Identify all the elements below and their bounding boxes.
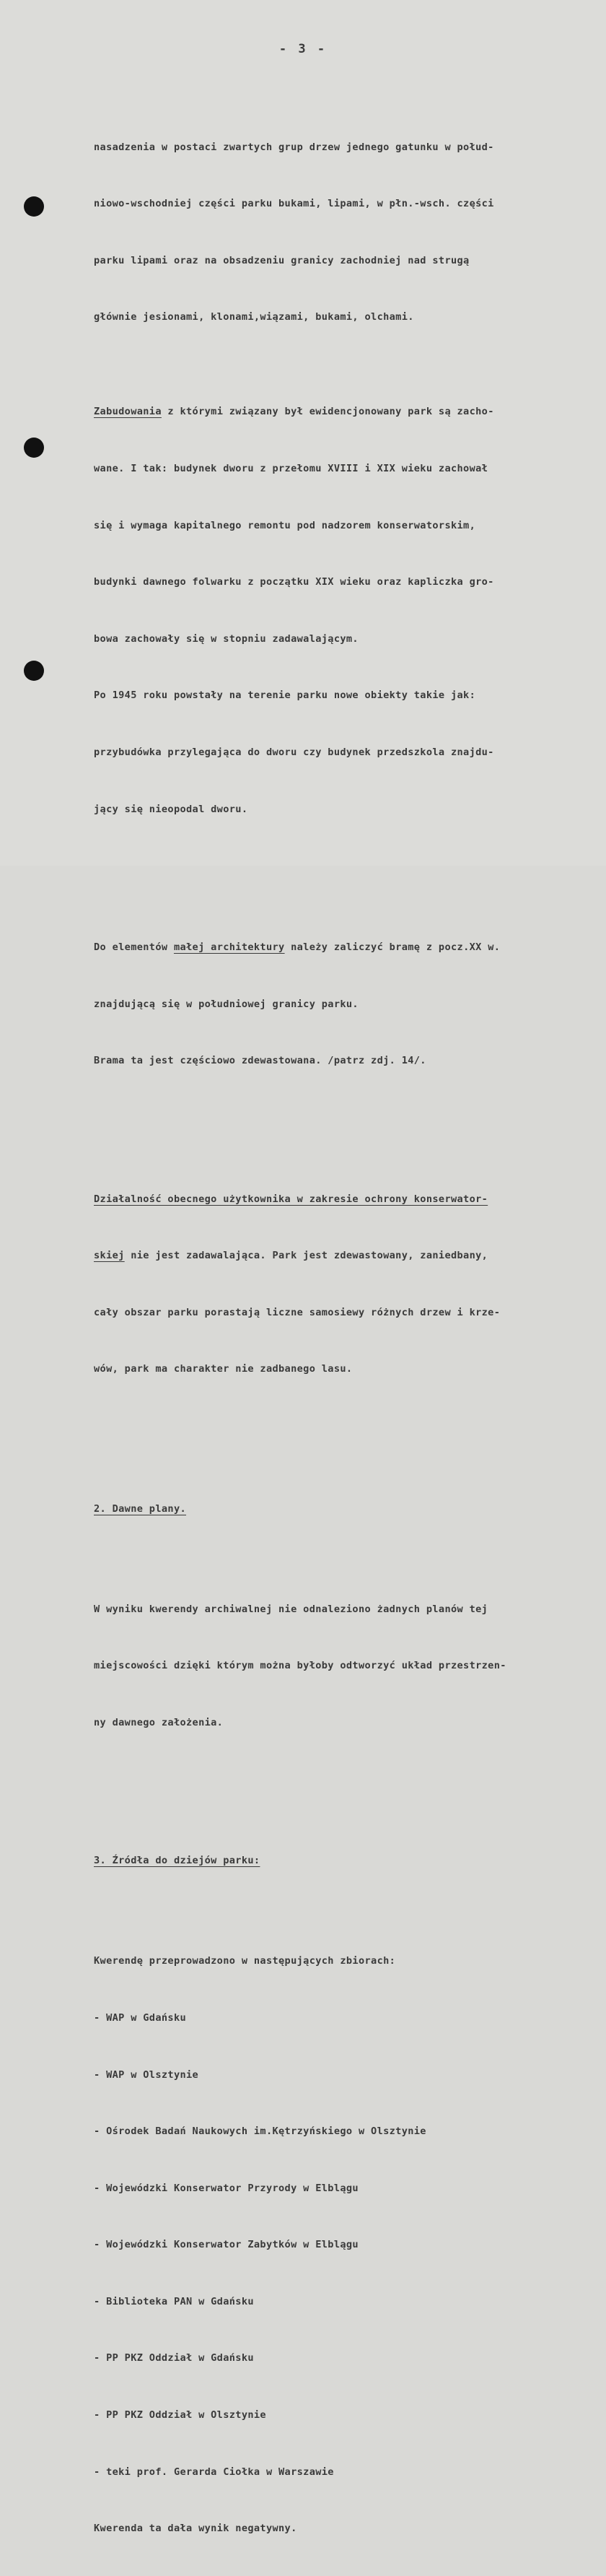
text-run: z którymi związany był ewidencjonowany park są zacho- (161, 406, 494, 418)
sources-heading: 3. Źródła do dziejów parku: (94, 1855, 260, 1867)
list-item: - WAP w Gdańsku (94, 2011, 187, 2024)
text-line: budynki dawnego folwarku z początku XIX wieku oraz kapliczka gro- (94, 576, 494, 588)
document-body (94, 81, 599, 2576)
text-line: się i wymaga kapitalnego remontu pod nadzorem konserwatorskim, (94, 519, 476, 531)
small-architecture-term: małej architektury (173, 941, 285, 953)
text-run: należy zaliczyć bramę z pocz.XX w. (284, 941, 501, 953)
buildings-heading: Zabudowania (94, 406, 162, 418)
text-line (94, 402, 599, 421)
text-line: wów, park ma charakter nie zadbanego lasu. (94, 1363, 353, 1375)
text-run: Do elementów (94, 941, 174, 953)
old-plans-heading: 2. Dawne plany. (94, 1502, 187, 1515)
punch-hole-top (24, 196, 44, 217)
text-line: Kwerendę przeprowadzono w następujących zbiorach: (94, 1955, 396, 1967)
list-item: - teki prof. Gerarda Ciołka w Warszawie (94, 2466, 334, 2478)
user-activity-heading-cont: skiej (94, 1250, 125, 1262)
text-line: bowa zachowały się w stopniu zadawalającym. (94, 632, 359, 645)
section-heading (94, 1500, 599, 1518)
text-line: głównie jesionami, klonami,wiązami, bukami, olchami. (94, 311, 414, 323)
section-heading (94, 1851, 599, 1870)
list-item: - Biblioteka PAN w Gdańsku (94, 2295, 254, 2307)
text-line: W wyniku kwerendy archiwalnej nie odnaleziono żadnych planów tej (94, 1603, 488, 1615)
list-item: - WAP w Olsztynie (94, 2068, 199, 2081)
list-item: - Wojewódzki Konserwator Zabytków w Elblągu (94, 2239, 359, 2251)
text-line (94, 1190, 599, 1209)
text-line: cały obszar parku porastają liczne samosiewy różnych drzew i krze- (94, 1306, 501, 1318)
text-line: znajdującą się w południowej granicy parku. (94, 998, 359, 1010)
text-line: parku lipami oraz na obsadzeniu granicy zachodniej nad strugą (94, 254, 470, 266)
text-line: wane. I tak: budynek dworu z przełomu XVIII i XIX wieku zachował (94, 462, 488, 474)
punch-hole-bottom (24, 661, 44, 681)
list-item: - PP PKZ Oddział w Olsztynie (94, 2409, 266, 2421)
text-line: przybudówka przylegająca do dworu czy budynek przedszkola znajdu- (94, 746, 494, 758)
text-line: miejscowości dzięki którym można byłoby odtworzyć układ przestrzen- (94, 1660, 506, 1672)
punch-hole-middle (24, 438, 44, 458)
text-run: nie jest zadawalająca. Park jest zdewastowany, zaniedbany, (124, 1250, 488, 1262)
text-line: Po 1945 roku powstały na terenie parku nowe obiekty takie jak: (94, 689, 476, 702)
list-item: - PP PKZ Oddział w Gdańsku (94, 2352, 254, 2364)
text-line: nasadzenia w postaci zwartych grup drzew jednego gatunku w połud- (94, 141, 494, 153)
text-line (94, 938, 599, 957)
list-item: - Ośrodek Badań Naukowych im.Kętrzyńskiego w Olsztynie (94, 2125, 426, 2138)
list-item: - Wojewódzki Konserwator Przyrody w Elblągu (94, 2182, 359, 2194)
page-number: - 3 - (278, 42, 328, 56)
text-line: Kwerenda ta dała wynik negatywny. (94, 2523, 297, 2535)
text-line: Brama ta jest częściowo zdewastowana. /patrz zdj. 14/. (94, 1055, 426, 1067)
user-activity-heading: Działalność obecnego użytkownika w zakresie ochrony konserwator- (94, 1193, 488, 1205)
text-line: niowo-wschodniej części parku bukami, lipami, w płn.-wsch. części (94, 198, 494, 210)
text-line: jący się nieopodal dworu. (94, 803, 248, 815)
text-line: ny dawnego założenia. (94, 1716, 224, 1728)
text-line (94, 1246, 599, 1265)
